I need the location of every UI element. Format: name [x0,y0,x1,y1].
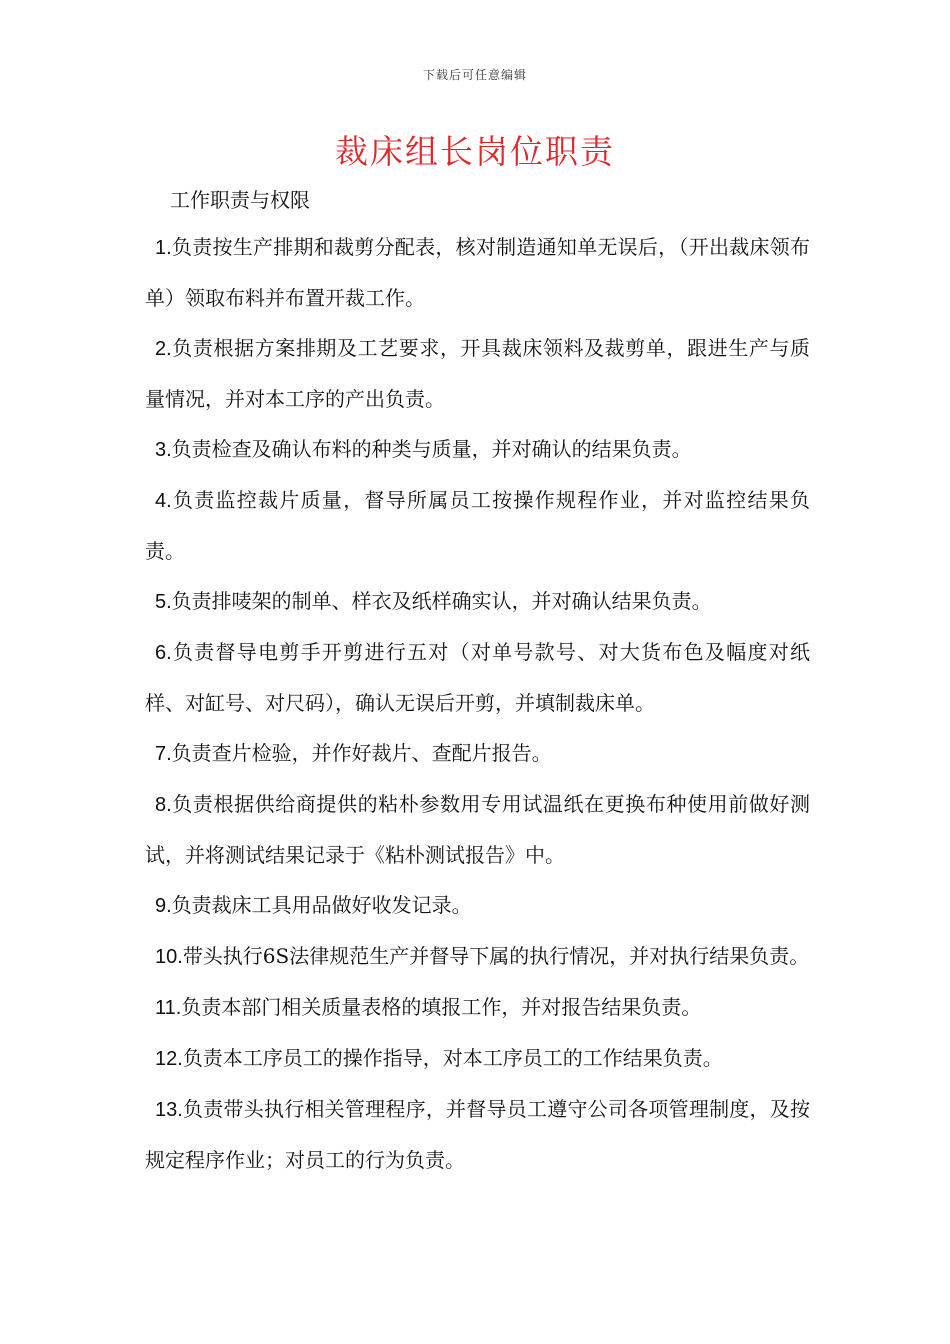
duty-text: 负责按生产排期和裁剪分配表，核对制造通知单无误后，（开出裁床领布单）领取布料并布置开裁工作。 [145,235,810,310]
duty-number: 5. [155,591,172,613]
duty-number: 12. [155,1048,183,1070]
duty-item-2 [145,323,810,424]
duty-item-4 [145,475,810,576]
duty-item-13 [145,1084,810,1185]
duty-text: 负责督导电剪手开剪进行五对（对单号款号、对大货布色及幅度对纸样、对缸号、对尺码），确认无误后开剪，并填制裁床单。 [145,640,810,715]
duty-item-10 [145,931,810,982]
duty-item-5 [145,576,810,627]
duty-text: 负责监控裁片质量，督导所属员工按操作规程作业，并对监控结果负责。 [145,488,810,563]
duty-text: 负责本部门相关质量表格的填报工作，并对报告结果负责。 [181,995,702,1019]
duty-number: 8. [155,794,172,816]
duty-item-12 [145,1033,810,1084]
duty-number: 10. [155,946,183,968]
section-heading: 工作职责与权限 [170,188,310,212]
duty-number: 2. [155,338,172,360]
duty-number: 7. [155,743,172,765]
duty-item-7 [145,728,810,779]
duty-number: 9. [155,895,172,917]
document-title: 裁床组长岗位职责 [335,132,615,171]
duty-number: 13. [155,1099,183,1121]
duty-list [145,222,810,1185]
duty-number: 3. [155,439,172,461]
duty-number: 1. [155,237,172,259]
duty-text: 带头执行6S法律规范生产并督导下属的执行情况，并对执行结果负责。 [182,944,810,968]
document-body [145,178,810,1185]
duty-item-1 [145,222,810,323]
duty-number: 11. [155,997,182,1019]
duty-text: 负责查片检验，并作好裁片、查配片报告。 [171,741,552,765]
duty-text: 负责本工序员工的操作指导，对本工序员工的工作结果负责。 [182,1046,723,1070]
duty-item-6 [145,627,810,728]
duty-number: 4. [155,490,172,512]
duty-item-9 [145,880,810,931]
duty-item-8 [145,779,810,880]
duty-text: 负责排唛架的制单、样衣及纸样确实认，并对确认结果负责。 [171,589,712,613]
duty-text: 负责裁床工具用品做好收发记录。 [171,893,472,917]
duty-text: 负责带头执行相关管理程序，并督导员工遵守公司各项管理制度，及按规定程序作业；对员工的行为负责。 [145,1097,810,1172]
duty-text: 负责根据方案排期及工艺要求，开具裁床领料及裁剪单，跟进生产与质量情况，并对本工序的产出负责。 [145,336,810,411]
duty-number: 6. [155,642,172,664]
header-note: 下载后可任意编辑 [422,68,527,82]
duty-item-3 [145,424,810,475]
duty-text: 负责根据供给商提供的粘朴参数用专用试温纸在更换布种使用前做好测试，并将测试结果记录于《粘朴测试报告》中。 [145,792,810,867]
duty-text: 负责检查及确认布料的种类与质量，并对确认的结果负责。 [171,437,692,461]
duty-item-11 [145,982,810,1033]
